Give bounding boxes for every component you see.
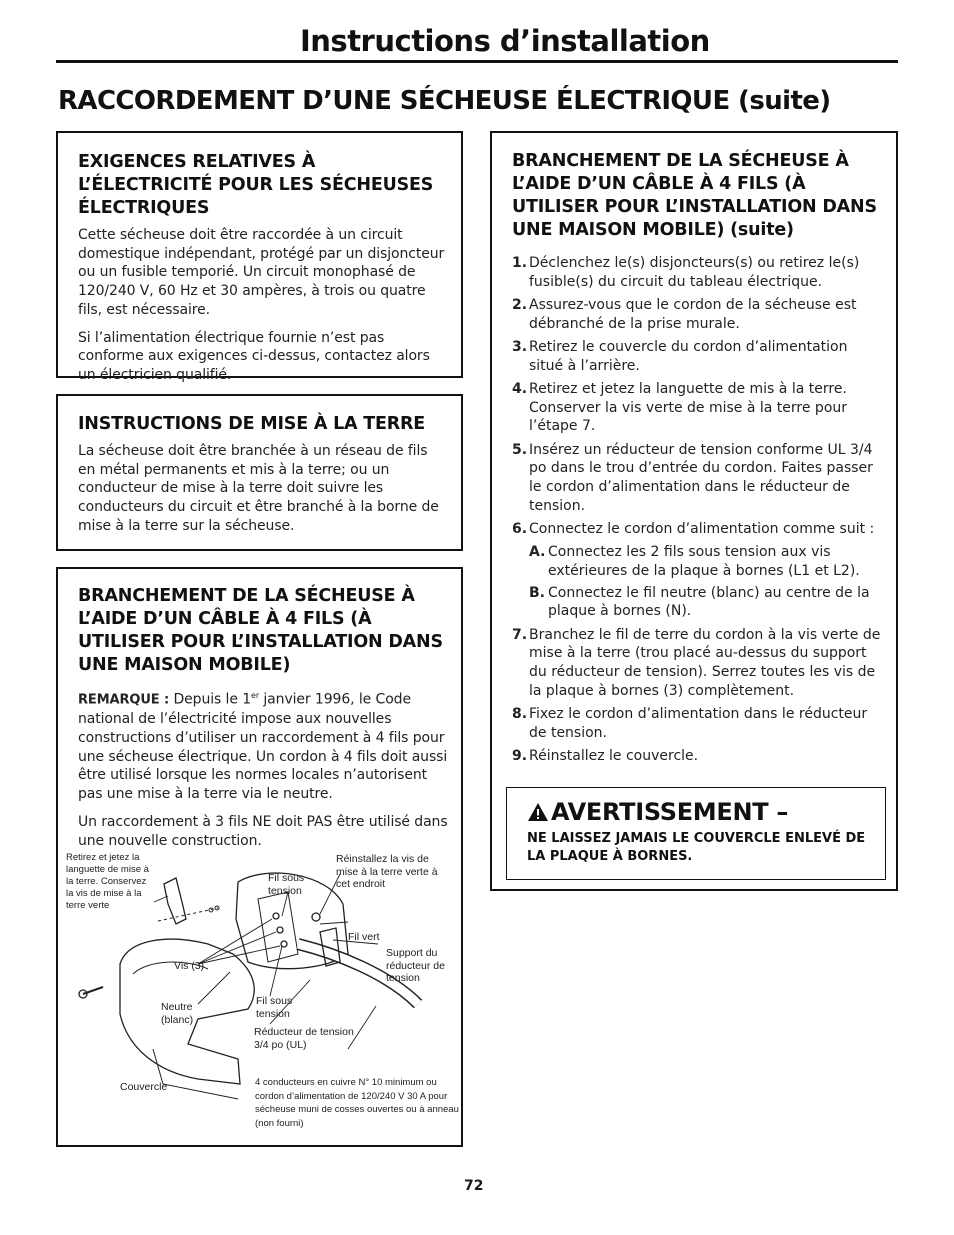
label-screws: Vis (3) — [174, 960, 205, 972]
page-number: 72 — [464, 1178, 484, 1194]
warning-box — [506, 787, 886, 880]
label-live-wire-top: Fil sous tension — [268, 872, 305, 897]
step-list — [512, 254, 884, 766]
label-live-wire-bottom: Fil sous tension — [256, 995, 293, 1020]
label-tension-reducer: Réducteur de tension 3/4 po (UL) — [254, 1026, 354, 1051]
electrical-requirements-text-2: Si l’alimentation électrique fournie n’est pas conforme aux exigences ci-dessus, contactez alors un électricien qualifié. — [78, 329, 430, 383]
wiring-diagram — [58, 844, 461, 1144]
step-item: 6. Connectez le cordon d’alimentation comme suit : A. Connectez les 2 fils sous tension aux vis extérieures de la plaque à bornes (L1 et L2). B. Connectez le fil neutre (blanc) au centre de la plaque à bornes (N). — [512, 520, 884, 621]
three-wire-warning-text: Un raccordement à 3 fils NE doit PAS être utilisé dans une nouvelle construction. — [78, 813, 448, 849]
label-green-wire: Fil vert — [348, 931, 380, 943]
label-reducer-support: Support du réducteur de tension — [386, 947, 445, 984]
step-item: 5. Insérez un réducteur de tension conforme UL 3/4 po dans le trou d’entrée du cordon. Faites passer le cordon d’alimentation dans le réducteur de tension. — [512, 441, 873, 514]
step-item: 4. Retirez et jetez la languette de mis à la terre. Conserver la vis verte de mise à la terre pour l’étape 7. — [512, 381, 848, 435]
four-wire-continued-box — [490, 131, 898, 891]
warning-text: NE LAISSEZ JAMAIS LE COUVERCLE ENLEVÉ DE LA PLAQUE À BORNES. — [527, 831, 866, 864]
substep-list — [529, 543, 884, 621]
label-neutral: Neutre (blanc) — [161, 1001, 194, 1026]
warning-title: AVERTISSEMENT – — [551, 798, 789, 826]
label-remove-tab: Retirez et jetez la languette de mise à la terre. Conservez la vis de mise à la terre verte — [66, 852, 149, 911]
four-wire-connection-title: BRANCHEMENT DE LA SÉCHEUSE À L’AIDE D’UN CÂBLE À 4 FILS (À UTILISER POUR L’INSTALLATION DANS UNE MAISON MOBILE) — [78, 586, 443, 675]
four-wire-connection-box — [56, 567, 463, 1147]
step-item: 2. Assurez-vous que le cordon de la sécheuse est débranché de la prise murale. — [512, 297, 857, 332]
label-power-cord: 4 conducteurs en cuivre N° 10 minimum ou cordon d’alimentation de 120/240 V 30 A pour sécheuse muni de cosses ouvertes ou à anneau (non fourni) — [255, 1077, 459, 1129]
header-title: Instructions d’installation — [300, 24, 710, 58]
grounding-instructions-box — [56, 394, 463, 551]
grounding-tab-shape — [164, 878, 186, 924]
warning-heading — [527, 798, 788, 826]
electrical-requirements-title: EXIGENCES RELATIVES À L’ÉLECTRICITÉ POUR LES SÉCHEUSES ÉLECTRIQUES — [78, 152, 434, 218]
four-wire-continued-title: BRANCHEMENT DE LA SÉCHEUSE À L’AIDE D’UN CÂBLE À 4 FILS (À UTILISER POUR L’INSTALLATION DANS UNE MAISON MOBILE) (suite) — [512, 151, 877, 240]
section-title: RACCORDEMENT D’UNE SÉCHEUSE ÉLECTRIQUE (suite) — [58, 86, 831, 116]
step-item: 9. Réinstallez le couvercle. — [512, 748, 699, 765]
substep-item: B. Connectez le fil neutre (blanc) au centre de la plaque à bornes (N). — [529, 584, 870, 620]
step-item: 7. Branchez le fil de terre du cordon à la vis verte de mise à la terre (trou placé au-dessus du support du réducteur de tension). Serrez toutes les vis de la plaque à bornes (3) complètement. — [512, 626, 881, 699]
grounding-instructions-text: La sécheuse doit être branchée à un réseau de fils en métal permanents et mis à la terre; ou un conducteur de mise à la terre doit suivre les conducteurs du circuit et être branché à la borne de mise à la terre sur la sécheuse. — [78, 443, 439, 534]
electrical-requirements-box — [56, 131, 463, 383]
step-item: 3. Retirez le couvercle du cordon d’alimentation situé à l’arrière. — [512, 339, 848, 374]
substep-item: A. Connectez les 2 fils sous tension aux vis extérieures de la plaque à bornes (L1 et L2). — [529, 543, 860, 579]
step-item: 8. Fixez le cordon d’alimentation dans le réducteur de tension. — [512, 706, 868, 741]
warning-triangle-icon — [527, 802, 549, 822]
four-wire-note: REMARQUE : Depuis le 1er janvier 1996, le Code national de l’électricité impose aux nouvelles constructions d’utiliser un raccordement à 4 fils pour une sécheuse électrique. Un cordon à 4 fils doit aussi être utilisé lorsque les normes locales n’autorisent pas une mise à la terre via le neutre. — [78, 691, 448, 803]
grounding-instructions-title: INSTRUCTIONS DE MISE À LA TERRE — [78, 414, 426, 434]
note-label: REMARQUE : — [78, 692, 170, 708]
label-cover: Couvercle — [120, 1081, 168, 1093]
header-rule — [56, 60, 898, 63]
electrical-requirements-text-1: Cette sécheuse doit être raccordée à un circuit domestique indépendant, protégé par un disjoncteur ou un fusible temporié. Un circuit monophasé de 120/240 V, 60 Hz et 30 ampères, à trois ou quatre fils, est nécessaire. — [78, 227, 445, 318]
label-reinstall-screw: Réinstallez la vis de mise à la terre verte à cet endroit — [336, 853, 438, 890]
step-item: 1. Déclenchez le(s) disjoncteurs(s) ou retirez le(s) fusible(s) du circuit du tableau électrique. — [512, 255, 860, 290]
